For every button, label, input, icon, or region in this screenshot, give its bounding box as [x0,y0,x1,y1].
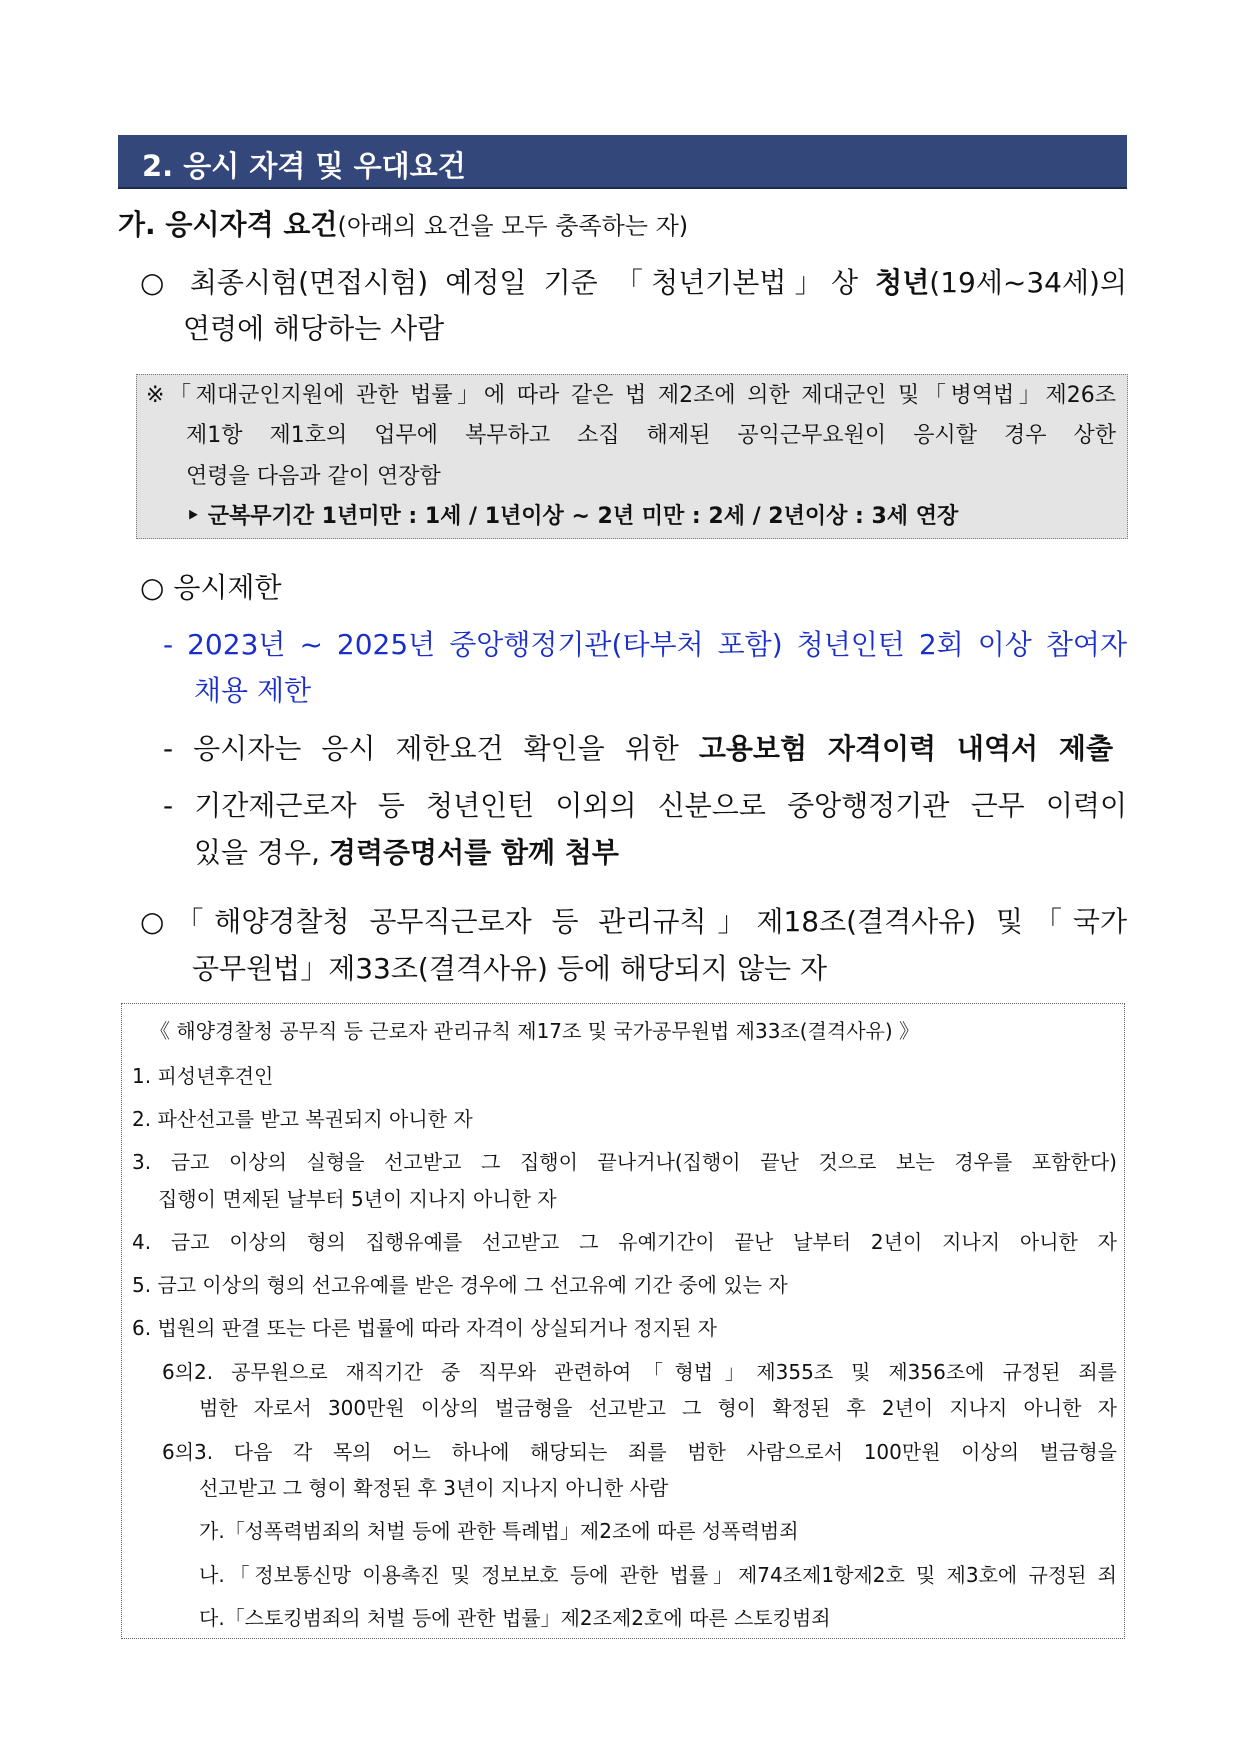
restriction-item-3-cont [194,835,619,871]
notice-line: ※「제대군인지원에 관한 법률」에 따라 같은 법 제2조에 의한 제대군인 및「병역법」제26조 [146,383,1116,408]
box-line: 가.「성폭력범죄의 처벌 등에 관한 특례법」제2조에 따른 성폭력범죄 [199,1519,799,1543]
item2-bold: 고용보험 자격이력 내역서 제출 [698,732,1113,765]
item3-bold: 경력증명서를 함께 첨부 [328,836,619,869]
box-line: 2. 파산선고를 받고 복권되지 아니한 자 [132,1107,473,1131]
restriction-heading: ○ 응시제한 [140,571,282,604]
sub-heading [118,207,688,244]
age-requirement-line2: 연령에 해당하는 사람 [183,312,445,345]
age-requirement-line1 [140,265,1127,301]
box-line: 범한 자로서 300만원 이상의 벌금형을 선고받고 그 형이 확정된 후 2년이 지나지 아니한 자 [199,1396,1117,1420]
item2-text: - 응시자는 응시 제한요건 확인을 위한 [163,732,699,765]
restriction-item-1-cont: 채용 제한 [194,674,312,707]
age-range: (19세~34세)의 [929,266,1127,299]
box-line: 1. 피성년후견인 [132,1064,274,1088]
box-line: 5. 금고 이상의 형의 선고유예를 받은 경우에 그 선고유예 기간 중에 있는 자 [132,1273,788,1297]
notice-line: 제1항 제1호의 업무에 복무하고 소집 해제된 공익근무요원이 응시할 경우 상한 [186,423,1116,448]
notice-extension-rule: ‣ 군복무기간 1년미만 : 1세 / 1년이상 ~ 2년 미만 : 2세 / 2년이상 : 3세 연장 [186,504,959,529]
age-text: ○ 최종시험(면접시험) 예정일 기준 「청년기본법」상 [140,266,876,299]
box-line: 3. 금고 이상의 실형을 선고받고 그 집행이 끝나거나(집행이 끝난 것으로 보는 경우를 포함한다) [132,1150,1117,1174]
box-line: 4. 금고 이상의 형의 집행유예를 선고받고 그 유예기간이 끝난 날부터 2년이 지나지 아니한 자 [132,1230,1117,1254]
box-line: 집행이 면제된 날부터 5년이 지나지 아니한 자 [158,1187,557,1211]
section-title: 2. 응시 자격 및 우대요건 [142,149,466,183]
disqualification-line2: 공무원법」제33조(결격사유) 등에 해당되지 않는 자 [192,952,827,985]
section-header-bar [118,135,1127,189]
box-line: 6. 법원의 판결 또는 다른 법률에 따라 자격이 상실되거나 정지된 자 [132,1316,717,1340]
restriction-item-2 [163,731,1113,767]
box-line: 선고받고 그 형이 확정된 후 3년이 지나지 아니한 사람 [199,1476,669,1500]
box-line: 6의2. 공무원으로 재직기간 중 직무와 관련하여「형법」제355조 및 제356조에 규정된 죄를 [162,1360,1117,1384]
restriction-item-1: - 2023년 ~ 2025년 중앙행정기관(타부처 포함) 청년인턴 2회 이상 참여자 [163,628,1127,661]
sub-heading-label: 가. 응시자격 요건 [118,208,338,241]
item3-text: 있을 경우, [194,836,329,869]
box-line: 다.「스토킹범죄의 처벌 등에 관한 법률」제2조제2호에 따른 스토킹범죄 [199,1606,831,1630]
disqualification-line1: ○「해양경찰청 공무직근로자 등 관리규칙」제18조(결격사유) 및「국가 [140,905,1127,938]
notice-line: 연령을 다음과 같이 연장함 [186,464,441,489]
sub-heading-note: (아래의 요건을 모두 충족하는 자) [337,212,689,240]
restriction-item-3: - 기간제근로자 등 청년인턴 이외의 신분으로 중앙행정기관 근무 이력이 [163,789,1127,822]
age-bold: 청년 [875,266,930,299]
box-line: 6의3. 다음 각 목의 어느 하나에 해당되는 죄를 범한 사람으로서 100만원 이상의 벌금형을 [162,1440,1117,1464]
box-title: 《 해양경찰청 공무직 등 근로자 관리규칙 제17조 및 국가공무원법 제33조(결격사유) 》 [150,1019,919,1043]
box-line: 나.「정보통신망 이용촉진 및 정보보호 등에 관한 법률」제74조제1항제2호 및 제3호에 규정된 죄 [199,1563,1117,1587]
